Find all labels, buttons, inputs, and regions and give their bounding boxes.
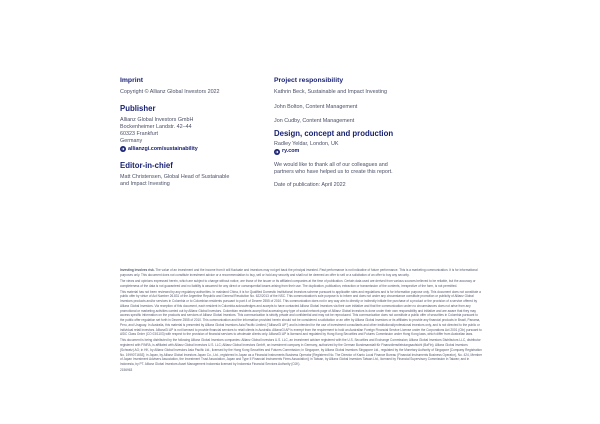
publication-date: Date of publication: April 2022 bbox=[274, 182, 346, 189]
publisher-line: Bockenheimer Landstr. 42–44 bbox=[120, 123, 192, 130]
editor-line: and Impact Investing bbox=[120, 181, 170, 188]
publisher-line: 60323 Frankfurt bbox=[120, 131, 159, 138]
left-column bbox=[120, 77, 270, 188]
legal-text: The value of an investment and the income from it will fluctuate and investors may not get back the principal invested. Past performance is not indicative of future performance. This is a marketing communication. It is for informational purposes only. This document does not constitute investment advice or a recommendation to buy, sell or hold any security and shall not be deemed an offer to sell or a solicitation of an offer to buy any security. bbox=[120, 268, 478, 277]
responsibility-line: John Bolton, Content Management bbox=[274, 103, 358, 110]
imprint-heading: Imprint bbox=[120, 77, 144, 84]
publisher-line: Germany bbox=[120, 138, 143, 145]
legal-lead: Investing involves risk. bbox=[120, 268, 155, 272]
publisher-link-text[interactable]: allianzgi.com/sustainability bbox=[128, 145, 198, 152]
design-link[interactable] bbox=[274, 148, 444, 155]
copyright-text: Copyright © Allianz Global Investors 2022 bbox=[120, 89, 220, 96]
legal-paragraph: This material has not been reviewed by any regulatory authorities. In mainland China, it is for Qualified Domestic Institutional Investors scheme pursuant to applicable rules and regulations and is for information purpose only. This document does not constitute a public offer by virtue of Act Number 26.831 of the Argentine Republic and General Resolution No. 622/2013 of the NSC. This communication's sole purpose is to inform and does not under any circumstance constitute promotion or publicity of Allianz Global Investors products and/or services in Colombia or to Colombian residents pursuant to part 4 of Decree 2555 of 2010. This communication does not in any way aim to directly or indirectly initiate the purchase of a product or the provision of a service offered by Allianz Global Investors. Via reception of this document, each resident in Colombia acknowledges and accepts to have contacted Allianz Global Investors via their own initiative and that the communication under no circumstances does not arise from any promotional or marketing activities carried out by Allianz Global Investors. Colombian residents accept that accessing any type of social network page of Allianz Global Investors is done under their own responsibility and initiative and are aware that they may access specific information on the products and services of Allianz Global Investors. This communication is strictly private and confidential and may not be reproduced. This communication does not constitute a public offer of securities in Colombia pursuant to the public offer regulation set forth in Decree 2555 of 2010. This communication and the information provided herein should not be considered a solicitation or an offer by Allianz Global Investors or its affiliates to provide any financial products in Brazil, Panama, Peru, and Uruguay. In Australia, this material is presented by Allianz Global Investors Asia Pacific Limited ("AllianzGI AP") and is intended for the use of investment consultants and other institutional/professional investors only, and is not directed to the public or individual retail investors. AllianzGI AP is not licensed to provide financial services to retail clients in Australia. AllianzGI AP is exempt from the requirement to hold an Australian Foreign Financial Service License under the Corporations Act 2001 (Cth) pursuant to ASIC Class Order (CO 03/1103) with respect to the provision of financial services to wholesale clients only. AllianzGI AP is licensed and regulated by Hong Kong Securities and Futures Commission under Hong Kong laws, which differ from Australian laws. bbox=[120, 289, 482, 337]
editor-line: Matt Christensen, Global Head of Sustainable bbox=[120, 173, 230, 180]
legal-paragraph: The views and opinions expressed herein, which are subject to change without notice, are those of the issuer or its affiliated companies at the time of publication. Certain data used are derived from various sources believed to be reliable, but the accuracy or completeness of the data is not guaranteed and no liability is assumed for any direct or consequential losses arising from their use. The duplication, publication, extraction or transmission of the contents, irrespective of the form, is not permitted. bbox=[120, 278, 476, 288]
editor-text bbox=[120, 174, 270, 189]
thanks-line: partners who have helped us to create this report. bbox=[274, 169, 393, 175]
arrow-right-icon bbox=[274, 149, 280, 155]
thanks-text bbox=[274, 162, 444, 177]
editor-heading: Editor-in-chief bbox=[120, 161, 173, 170]
arrow-right-icon bbox=[120, 146, 126, 152]
legal-paragraph bbox=[120, 268, 482, 277]
design-line: Radley Yeldar, London, UK bbox=[274, 141, 339, 148]
publisher-line: Allianz Global Investors GmbH bbox=[120, 116, 194, 123]
right-column bbox=[274, 77, 444, 190]
responsibility-heading: Project responsibility bbox=[274, 77, 344, 84]
responsibility-line: Kathrin Beck, Sustainable and Impact Investing bbox=[274, 89, 387, 96]
publisher-heading: Publisher bbox=[120, 103, 156, 113]
publisher-link[interactable] bbox=[120, 146, 270, 153]
design-link-text[interactable]: ry.com bbox=[282, 148, 300, 155]
publisher-address bbox=[120, 117, 270, 146]
legal-disclaimer bbox=[120, 268, 482, 374]
thanks-line: We would like to thank all of our colleagues and bbox=[274, 161, 388, 168]
document-code: 2156963 bbox=[120, 368, 133, 373]
responsibility-line: Jon Cudby, Content Management bbox=[274, 118, 355, 125]
design-heading: Design, concept and production bbox=[274, 129, 394, 139]
legal-paragraph: This document is being distributed by the following Allianz Global Investors companies: Allianz Global Investors U.S. LLC, an investment adviser registered with the U.S. Securities and Exchange Commission; Allianz Global Investors Distributors LLC, distributor registered with FINRA, is affiliated with Allianz Global Investors U.S. LLC; Allianz Global Investors GmbH, an investment company in Germany, authorized by the German Bundesanstalt für Finanzdienstleistungsaufsicht (BaFin); Allianz Global Investors (Schweiz) AG; in HK, by Allianz Global Investors Asia Pacific Ltd., licensed by the Hong Kong Securities and Futures Commission; in Singapore, by Allianz Global Investors Singapore Ltd., regulated by the Monetary Authority of Singapore [Company Registration No. 199907169Z]; in Japan, by Allianz Global Investors Japan Co., Ltd., registered in Japan as a Financial Instruments Business Operator [Registered No. The Director of Kanto Local Finance Bureau (Financial Instruments Business Operator), No. 424, Member of Japan Investment Advisers Association, the Investment Trust Association, Japan and Type II Financial Instruments Firms Association]; in Taiwan, by Allianz Global Investors Taiwan Ltd., licensed by Financial Supervisory Commission in Taiwan; and in Indonesia, by PT. Allianz Global Investors Asset Management Indonesia licensed by Indonesia Financial Services Authority (OJK). bbox=[120, 338, 482, 367]
